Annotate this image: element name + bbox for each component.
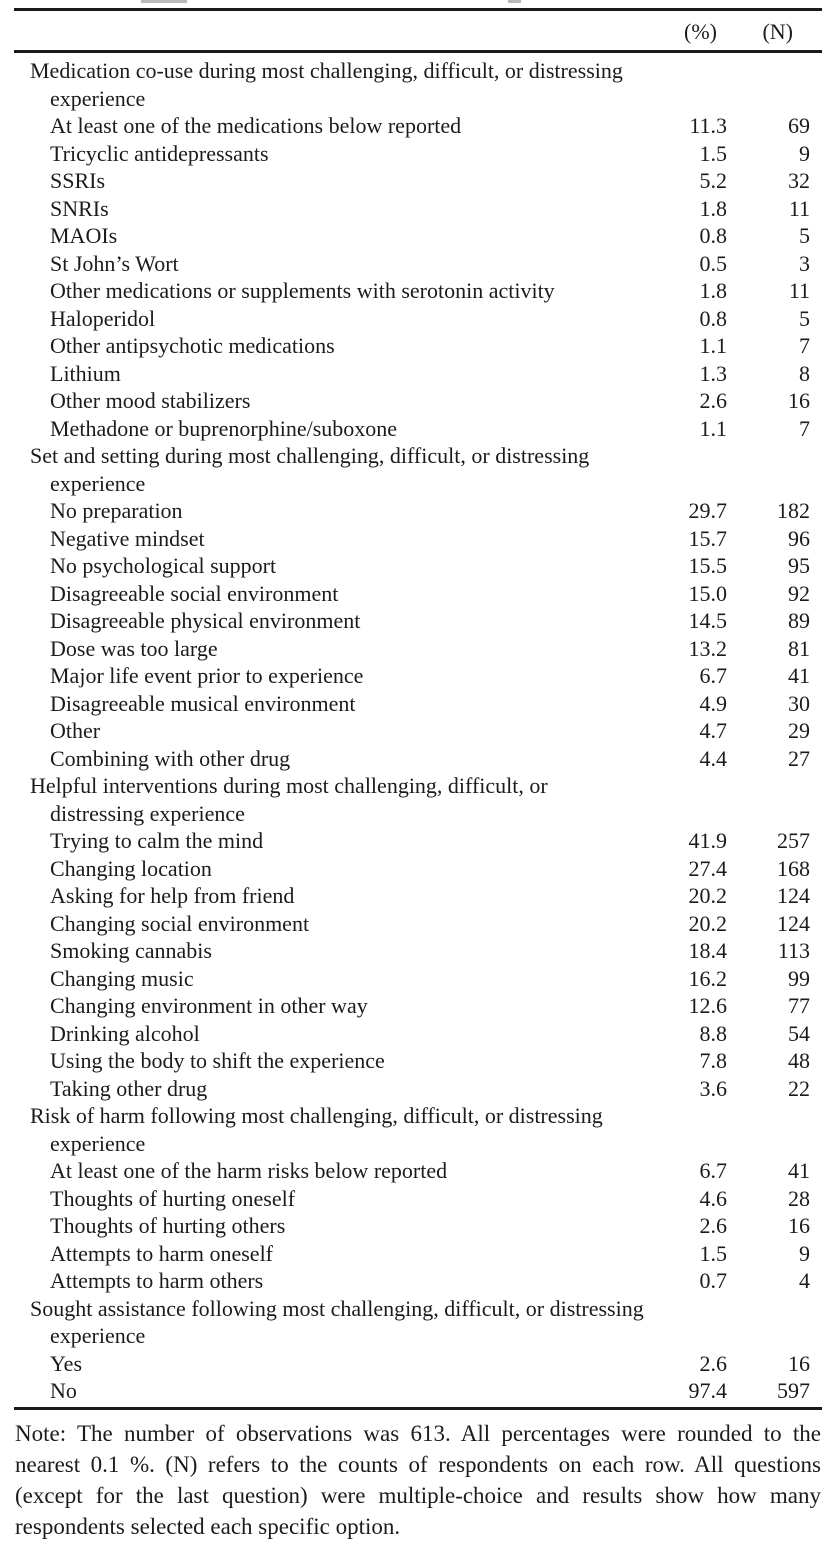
row-count-value: 89 xyxy=(788,608,810,633)
row-percent-value: 1.5 xyxy=(699,140,727,166)
row-percent-value: 1.3 xyxy=(699,360,727,386)
row-percent-value: 2.6 xyxy=(699,1350,727,1376)
row-count-value: 69 xyxy=(788,113,810,138)
row-count-value: 32 xyxy=(788,168,810,193)
table-row xyxy=(14,552,822,580)
row-label: Smoking cannabis xyxy=(50,938,212,963)
row-label: Thoughts of hurting oneself xyxy=(50,1185,296,1211)
table-row xyxy=(14,525,822,553)
row-count-value: 124 xyxy=(777,883,810,908)
row-label: Haloperidol xyxy=(50,305,156,331)
row-label: No psychological support xyxy=(50,553,277,578)
table-row xyxy=(14,332,822,360)
section-header-line: Medication co-use during most challenging, difficult, or distressing xyxy=(30,58,623,83)
row-label: At least one of the medications below reported xyxy=(50,113,462,138)
table-row xyxy=(14,277,822,305)
table-row xyxy=(14,1047,822,1075)
row-count-value: 16 xyxy=(788,1350,810,1376)
table-row xyxy=(14,662,822,690)
row-count-value: 48 xyxy=(788,1048,810,1073)
row-label: Yes xyxy=(50,1350,83,1376)
row-percent-value: 12.6 xyxy=(688,993,727,1018)
row-percent-value: 6.7 xyxy=(699,1158,727,1183)
row-label: Tricyclic antidepressants xyxy=(50,140,269,166)
row-percent-value: 14.5 xyxy=(688,608,727,633)
row-percent-value: 13.2 xyxy=(688,635,727,661)
table-section xyxy=(14,1102,822,1295)
table-row xyxy=(14,827,822,855)
table-row xyxy=(14,1185,822,1213)
row-count-value: 597 xyxy=(777,1378,810,1403)
row-label: Changing music xyxy=(50,965,194,991)
section-header-line: Set and setting during most challenging, difficult, or distressing xyxy=(30,443,590,468)
row-percent-value: 4.4 xyxy=(699,745,727,771)
table-row xyxy=(14,717,822,745)
row-count-value: 41 xyxy=(788,1158,810,1183)
row-percent-value: 2.6 xyxy=(699,1213,727,1238)
table-row xyxy=(14,690,822,718)
row-label: Trying to calm the mind xyxy=(50,828,264,853)
row-count-value: 92 xyxy=(788,580,810,606)
row-count-value: 182 xyxy=(777,498,810,523)
row-count-value: 28 xyxy=(788,1185,810,1211)
row-percent-value: 1.8 xyxy=(699,278,727,303)
row-label: Changing social environment xyxy=(50,910,310,936)
row-count-value: 30 xyxy=(788,690,810,716)
table-row xyxy=(14,1350,822,1378)
row-label: No xyxy=(50,1378,77,1403)
row-count-value: 9 xyxy=(799,1240,810,1266)
row-label: Major life event prior to experience xyxy=(50,663,364,688)
section-header-line: Helpful interventions during most challenging, difficult, or xyxy=(30,773,548,798)
row-percent-value: 15.0 xyxy=(688,580,727,606)
row-label: Disagreeable social environment xyxy=(50,580,339,606)
row-label: MAOIs xyxy=(50,223,118,248)
table-row xyxy=(14,745,822,773)
row-percent-value: 2.6 xyxy=(699,388,727,413)
row-percent-value: 11.3 xyxy=(689,113,727,138)
table-section xyxy=(14,57,822,442)
table-row xyxy=(14,250,822,278)
table-section xyxy=(14,772,822,1102)
table-row xyxy=(14,1267,822,1295)
row-percent-value: 27.4 xyxy=(688,855,727,881)
cropped-text-remnant xyxy=(141,0,187,3)
row-count-value: 257 xyxy=(777,828,810,853)
row-count-value: 29 xyxy=(788,718,810,743)
row-count-value: 95 xyxy=(788,553,810,578)
row-label: Attempts to harm oneself xyxy=(50,1240,274,1266)
row-count-value: 54 xyxy=(788,1020,810,1046)
table-row xyxy=(14,580,822,608)
row-label: Disagreeable physical environment xyxy=(50,608,361,633)
row-percent-value: 15.5 xyxy=(688,553,727,578)
col-header-n: (N) xyxy=(762,19,793,44)
row-label: Asking for help from friend xyxy=(50,883,295,908)
row-percent-value: 6.7 xyxy=(699,663,727,688)
row-label: Changing environment in other way xyxy=(50,993,368,1018)
table-row xyxy=(14,882,822,910)
row-count-value: 5 xyxy=(799,223,810,248)
table-header-row xyxy=(14,11,822,53)
row-label: Attempts to harm others xyxy=(50,1268,264,1293)
row-count-value: 41 xyxy=(788,663,810,688)
section-header-line: experience xyxy=(50,470,146,496)
row-percent-value: 5.2 xyxy=(699,168,727,193)
row-count-value: 124 xyxy=(777,910,810,936)
row-count-value: 3 xyxy=(799,250,810,276)
row-count-value: 11 xyxy=(788,278,810,303)
table-row xyxy=(14,855,822,883)
row-percent-value: 0.5 xyxy=(699,250,727,276)
table-row xyxy=(14,937,822,965)
table-row xyxy=(14,1377,822,1405)
row-percent-value: 1.1 xyxy=(699,333,727,358)
row-percent-value: 20.2 xyxy=(688,883,727,908)
row-count-value: 4 xyxy=(799,1268,810,1293)
table-row xyxy=(14,415,822,443)
row-count-value: 96 xyxy=(788,525,810,551)
row-percent-value: 4.7 xyxy=(699,718,727,743)
row-percent-value: 4.6 xyxy=(699,1185,727,1211)
table-row xyxy=(14,167,822,195)
row-percent-value: 8.8 xyxy=(699,1020,727,1046)
section-header-line: distressing experience xyxy=(50,800,245,826)
table-row xyxy=(14,112,822,140)
row-count-value: 27 xyxy=(788,745,810,771)
table-row xyxy=(14,1212,822,1240)
row-label: Lithium xyxy=(50,360,121,386)
table-row xyxy=(14,222,822,250)
table-row xyxy=(14,1157,822,1185)
table-row xyxy=(14,387,822,415)
row-count-value: 81 xyxy=(788,635,810,661)
row-count-value: 16 xyxy=(788,388,810,413)
row-percent-value: 41.9 xyxy=(688,828,727,853)
table-row xyxy=(14,1240,822,1268)
table-row xyxy=(14,1075,822,1103)
row-label: At least one of the harm risks below reported xyxy=(50,1158,448,1183)
table-note: Note: The number of observations was 613. All percentages were rounded to the nearest 0.1 %. (N) refers to the counts of respondents on each row. All questions (except for the last question) were multiple-choice and results show how many respondents selected each specific option. xyxy=(15,1421,821,1539)
row-label: Changing location xyxy=(50,855,212,881)
row-percent-value: 16.2 xyxy=(688,965,727,991)
row-label: No preparation xyxy=(50,498,183,523)
row-percent-value: 4.9 xyxy=(699,690,727,716)
table-row xyxy=(14,305,822,333)
row-label: Disagreeable musical environment xyxy=(50,690,356,716)
row-percent-value: 97.4 xyxy=(688,1378,727,1403)
row-count-value: 113 xyxy=(777,938,810,963)
row-count-value: 9 xyxy=(799,140,810,166)
row-label: Other antipsychotic medications xyxy=(50,333,335,358)
statistics-table xyxy=(14,8,822,1410)
row-percent-value: 7.8 xyxy=(699,1048,727,1073)
table-row xyxy=(14,635,822,663)
table-section xyxy=(14,442,822,772)
row-label: Thoughts of hurting others xyxy=(50,1213,286,1238)
col-header-pct: (%) xyxy=(684,19,717,44)
row-label: SSRIs xyxy=(50,168,106,193)
table-body xyxy=(14,53,822,1410)
row-count-value: 7 xyxy=(799,333,810,358)
row-label: Dose was too large xyxy=(50,635,218,661)
row-label: Negative mindset xyxy=(50,525,205,551)
row-percent-value: 0.8 xyxy=(699,223,727,248)
row-label: Drinking alcohol xyxy=(50,1020,200,1046)
table-section xyxy=(14,1295,822,1405)
table-row xyxy=(14,1020,822,1048)
row-count-value: 11 xyxy=(788,195,810,221)
row-percent-value: 1.5 xyxy=(699,1240,727,1266)
section-header-line: Sought assistance following most challenging, difficult, or distressing xyxy=(30,1295,644,1321)
row-percent-value: 15.7 xyxy=(688,525,727,551)
table-row xyxy=(14,497,822,525)
row-percent-value: 18.4 xyxy=(688,938,727,963)
row-percent-value: 20.2 xyxy=(688,910,727,936)
row-count-value: 5 xyxy=(799,305,810,331)
table-row xyxy=(14,910,822,938)
section-header-line: experience xyxy=(50,1323,146,1348)
row-count-value: 22 xyxy=(788,1075,810,1101)
table-row xyxy=(14,195,822,223)
table-row xyxy=(14,992,822,1020)
row-label: St John’s Wort xyxy=(50,250,179,276)
table-row xyxy=(14,360,822,388)
section-header-line: experience xyxy=(50,1130,146,1156)
row-percent-value: 1.1 xyxy=(699,415,727,441)
row-label: Taking other drug xyxy=(50,1075,208,1101)
cropped-text-remnant xyxy=(508,0,521,3)
row-percent-value: 1.8 xyxy=(699,195,727,221)
row-percent-value: 0.8 xyxy=(699,305,727,331)
table-row xyxy=(14,965,822,993)
row-label: Other xyxy=(50,718,101,743)
row-label: SNRIs xyxy=(50,195,109,221)
row-percent-value: 3.6 xyxy=(699,1075,727,1101)
row-label: Using the body to shift the experience xyxy=(50,1048,385,1073)
row-label: Other medications or supplements with serotonin activity xyxy=(50,278,555,303)
row-label: Other mood stabilizers xyxy=(50,388,251,413)
row-count-value: 99 xyxy=(788,965,810,991)
row-percent-value: 0.7 xyxy=(699,1268,727,1293)
row-label: Methadone or buprenorphine/suboxone xyxy=(50,415,398,441)
table-row xyxy=(14,140,822,168)
table-row xyxy=(14,607,822,635)
row-count-value: 168 xyxy=(777,855,810,881)
row-count-value: 8 xyxy=(799,360,810,386)
row-count-value: 77 xyxy=(788,993,810,1018)
row-count-value: 7 xyxy=(799,415,810,441)
row-percent-value: 29.7 xyxy=(688,498,727,523)
section-header-line: experience xyxy=(50,85,146,111)
section-header-line: Risk of harm following most challenging, difficult, or distressing xyxy=(30,1103,603,1128)
row-label: Combining with other drug xyxy=(50,745,291,771)
row-count-value: 16 xyxy=(788,1213,810,1238)
